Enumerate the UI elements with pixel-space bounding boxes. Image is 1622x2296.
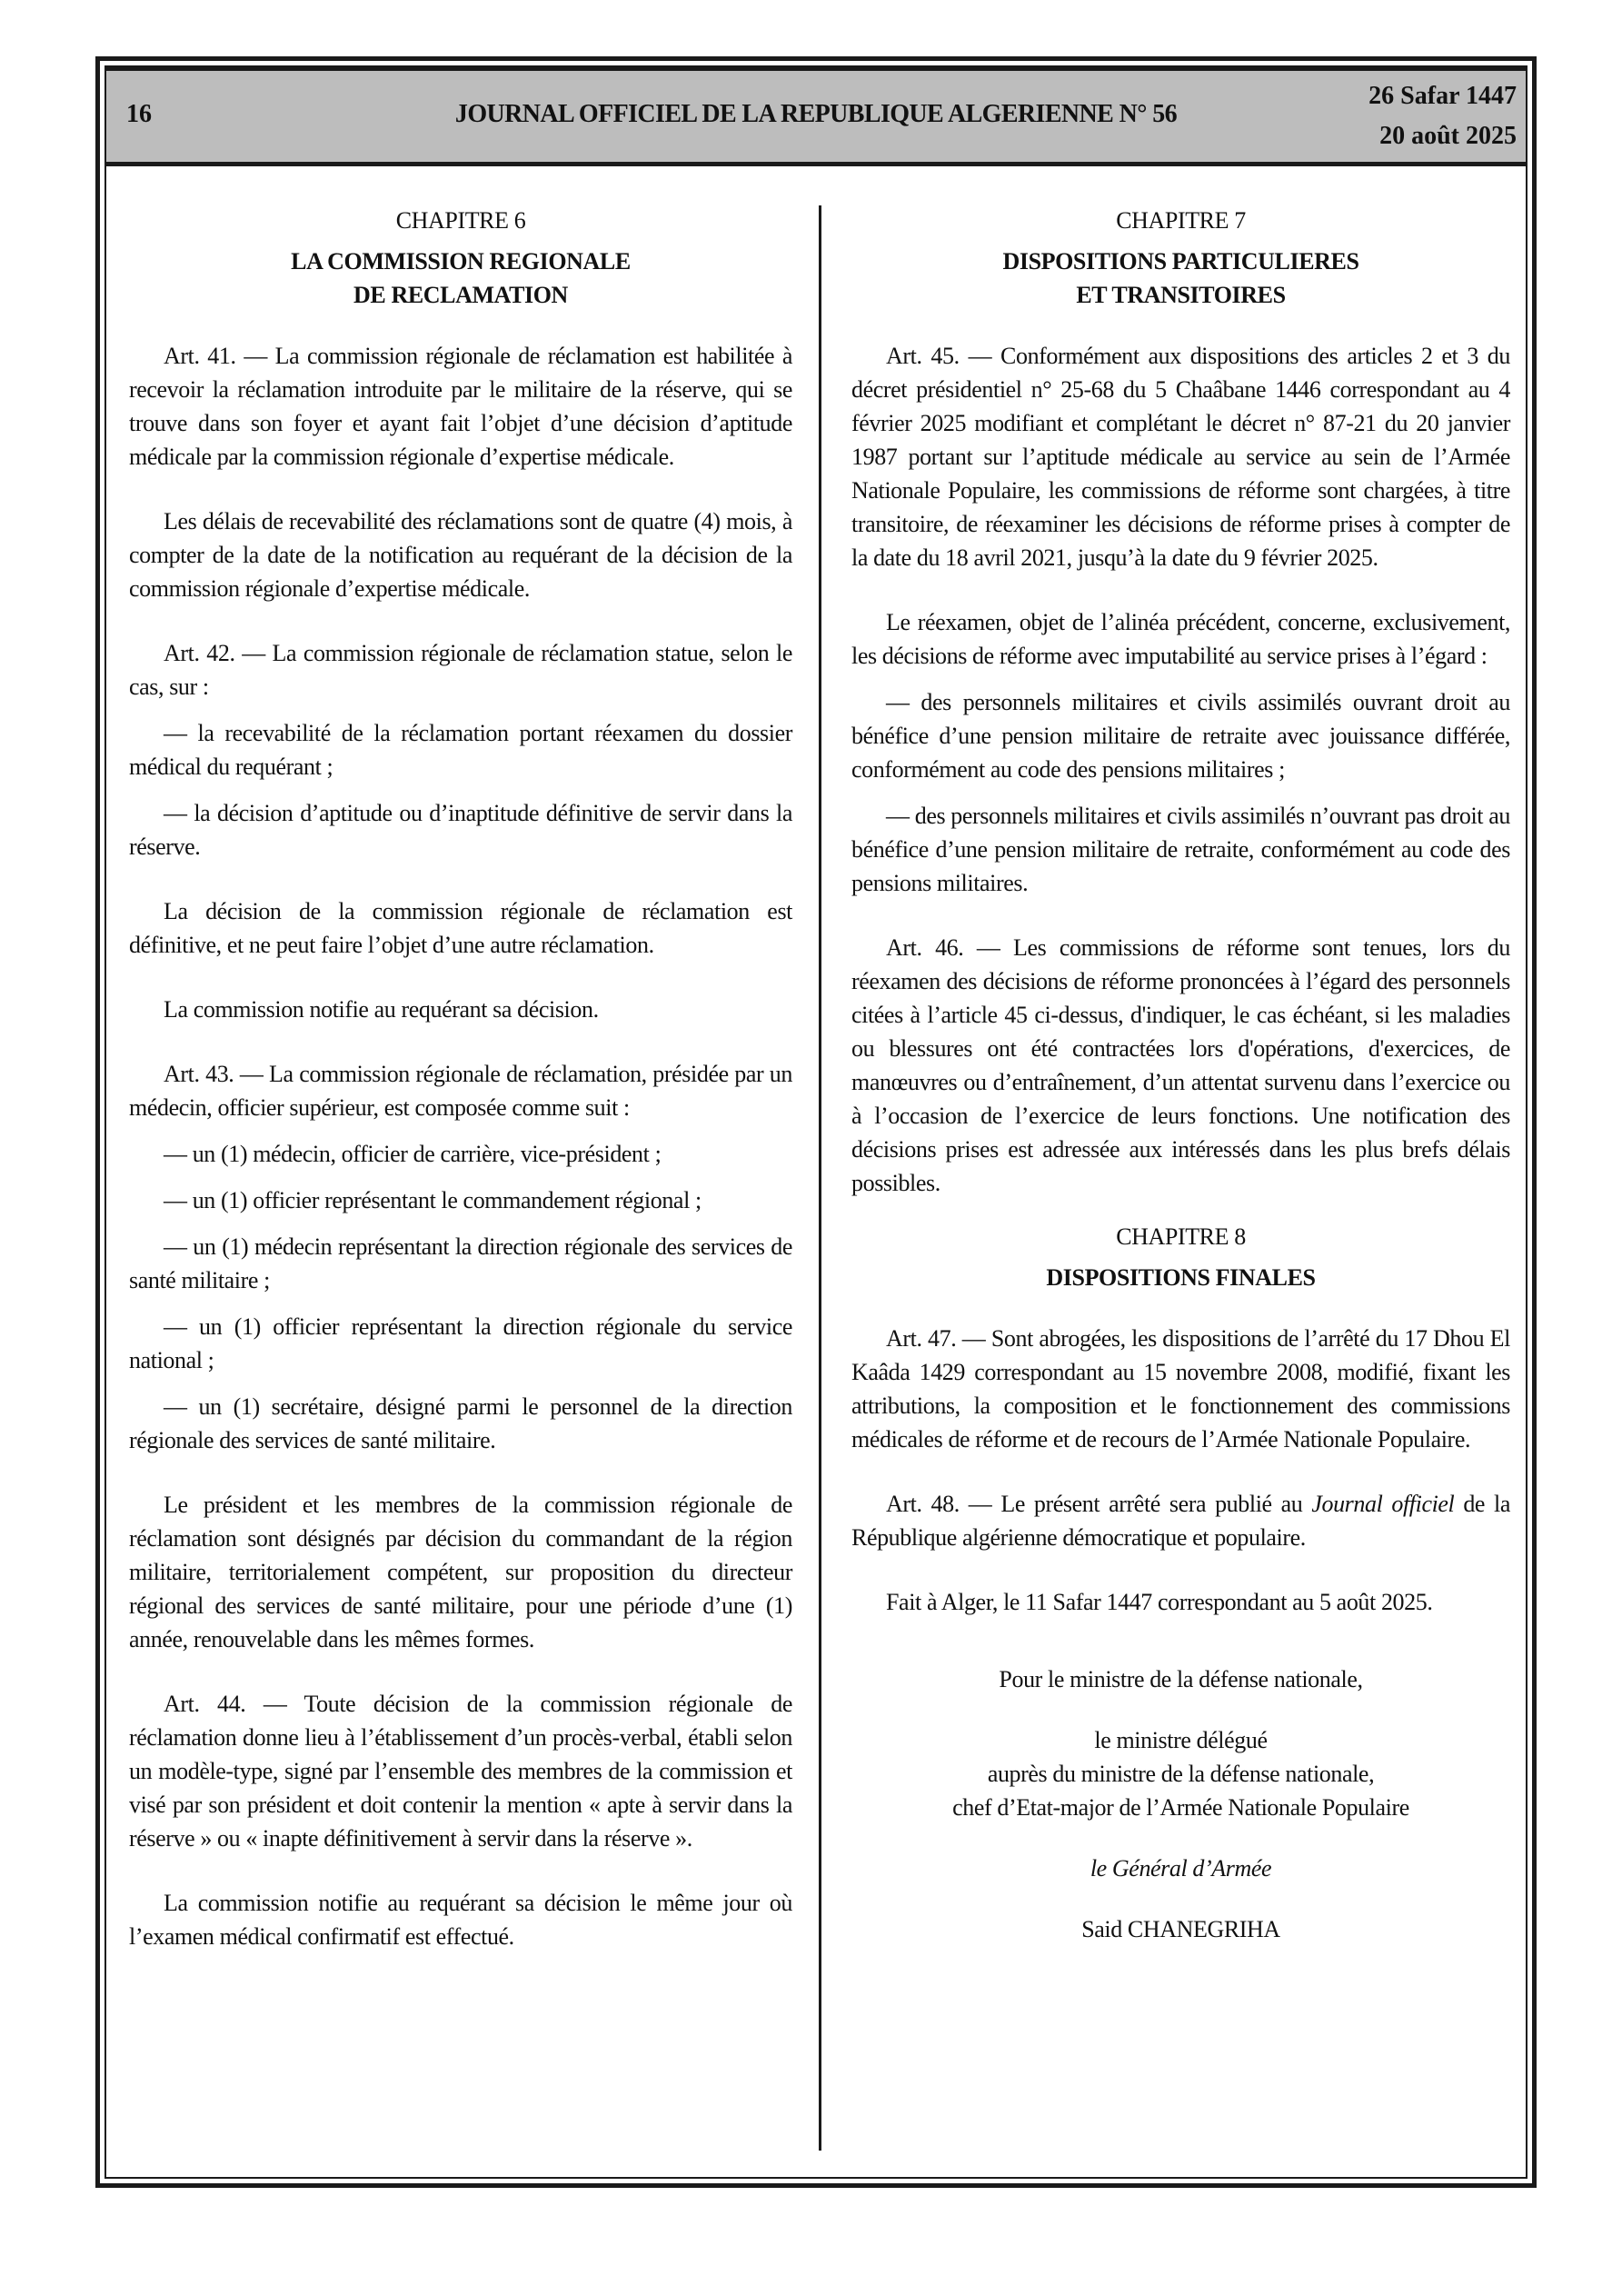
signatory-rank: le Général d’Armée <box>1090 1855 1272 1882</box>
right-column <box>851 204 1510 1973</box>
paragraph: Les délais de recevabilité des réclamations sont de quatre (4) mois, à compter de la date de la notification au requérant de la décision de la commission régionale d’expertise médicale. <box>129 508 792 602</box>
paragraph <box>851 1487 1510 1554</box>
paragraph: Le réexamen, objet de l’alinéa précédent, concerne, exclusivement, les décisions de réforme avec imputabilité au service prises à l’égard : <box>851 609 1510 669</box>
signature-line: auprès du ministre de la défense nationale, <box>987 1761 1375 1787</box>
journal-reference: Journal officiel <box>1311 1491 1455 1517</box>
paragraph: Art. 42. — La commission régionale de réclamation statue, selon le cas, sur : <box>129 640 792 700</box>
paragraph: Art. 45. — Conformément aux dispositions des articles 2 et 3 du décret présidentiel n° 25-68 du 5 Chaâbane 1446 correspondant au 4 février 2025 modifiant et complétant le décret n° 87-21 du 20 janvier 1987 portant sur l’aptitude médicale au service au sein de l’Armée Nationale Populaire, les commissions de réforme sont chargées, à titre transitoire, de réexaminer les décisions de réforme prises à compter de la date du 18 avril 2021, jusqu’à la date du 9 février 2025. <box>851 343 1510 571</box>
paragraph: Art. 43. — La commission régionale de réclamation, présidée par un médecin, officier supérieur, est composée comme suit : <box>129 1061 792 1121</box>
paragraph: Art. 41. — La commission régionale de réclamation est habilitée à recevoir la réclamation introduite par le militaire de la réserve, qui se trouve dans son foyer et ayant fait l’objet d’une décision d’aptitude médicale par la commission régionale d’expertise médicale. <box>129 343 792 470</box>
journal-header <box>106 67 1526 166</box>
paragraph: Art. 47. — Sont abrogées, les dispositions de l’arrêté du 17 Dhou El Kaâda 1429 correspondant au 15 novembre 2008, modifié, fixant les attributions, la composition et le fonctionnement des commissions médicales de réforme et de recours de l’Armée Nationale Populaire. <box>851 1325 1510 1452</box>
paragraph: Art. 44. — Toute décision de la commission régionale de réclamation donne lieu à l’établissement d’un procès-verbal, établi selon un modèle-type, signé par l’ensemble des membres de la commission et visé par son président et doit contenir la mention « apte à servir dans la réserve » ou « inapte définitivement à servir dans la réserve ». <box>129 1691 792 1852</box>
list-item: — la décision d’aptitude ou d’inaptitude définitive de servir dans la réserve. <box>129 800 792 860</box>
list-item: — la recevabilité de la réclamation portant réexamen du dossier médical du requérant ; <box>129 720 792 780</box>
paragraph: La décision de la commission régionale de réclamation est définitive, et ne peut faire l’objet d’une autre réclamation. <box>129 898 792 958</box>
column-divider <box>819 205 821 2151</box>
date-hijri: 26 Safar 1447 <box>1368 82 1517 110</box>
chapter-title: DISPOSITIONS FINALES <box>1046 1264 1316 1291</box>
paragraph: La commission notifie au requérant sa décision le même jour où l’examen médical confirmatif est effectué. <box>129 1890 792 1950</box>
page-number: 16 <box>126 100 152 128</box>
list-item: — des personnels militaires et civils assimilés ouvrant droit au bénéfice d’une pension militaire de retraite avec jouissance différée, conformément au code des pensions militaires ; <box>851 689 1510 783</box>
paragraph: Fait à Alger, le 11 Safar 1447 correspondant au 5 août 2025. <box>886 1589 1433 1615</box>
paragraph: Le président et les membres de la commission régionale de réclamation sont désignés par décision du commandant de la région militaire, territorialement compétent, sur proposition du directeur régional des services de santé militaire, pour une période d’une (1) année, renouvelable dans les mêmes formes. <box>129 1492 792 1652</box>
chapter-heading: CHAPITRE 6 <box>395 207 526 234</box>
list-item: — des personnels militaires et civils assimilés n’ouvrant pas droit au bénéfice d’une pension militaire de retraite, conformément au code des pensions militaires. <box>851 803 1510 896</box>
page-frame <box>95 56 1537 2188</box>
chapter-heading: CHAPITRE 8 <box>1116 1223 1246 1250</box>
text: Art. 48. — Le présent arrêté sera publié au <box>886 1491 1312 1517</box>
signature-line: Pour le ministre de la défense nationale, <box>999 1666 1363 1692</box>
chapter-title-line: DE RECLAMATION <box>353 282 568 308</box>
list-item: — un (1) officier représentant la direction régionale du service national ; <box>129 1313 792 1373</box>
list-item: — un (1) médecin, officier de carrière, vice-président ; <box>164 1141 662 1167</box>
date-gregorian: 20 août 2025 <box>1379 122 1517 150</box>
list-item: — un (1) médecin représentant la direction régionale des services de santé militaire ; <box>129 1233 792 1293</box>
signatory-name: Said CHANEGRIHA <box>1081 1916 1280 1942</box>
text: de la République algérienne démocratique et populaire. <box>851 1491 1510 1551</box>
signature-line: le ministre délégué <box>1094 1727 1268 1753</box>
chapter-title-line: DISPOSITIONS PARTICULIERES <box>1002 248 1359 275</box>
page-inner-border <box>104 65 1527 2179</box>
list-item: — un (1) officier représentant le commandement régional ; <box>164 1187 702 1213</box>
paragraph: La commission notifie au requérant sa décision. <box>164 996 599 1023</box>
issue-date <box>1368 76 1517 156</box>
chapter-heading: CHAPITRE 7 <box>1116 207 1246 234</box>
chapter-title <box>851 245 1510 312</box>
signature-title <box>851 1723 1510 1824</box>
paragraph: Art. 46. — Les commissions de réforme sont tenues, lors du réexamen des décisions de réforme prononcées à l’égard des personnels citées à l’article 45 ci-dessus, d'indiquer, le cas échéant, si les maladies ou blessures ont été contractées lors d'opérations, d'exercices, de manœuvres ou d’entraînement, d’un attentat survenu dans l’exercice ou à l’occasion de l’exercice de leurs fonctions. Une notification des décisions prises est adressée aux intéressés dans les plus brefs délais possibles. <box>851 934 1510 1196</box>
signature-line: chef d’Etat-major de l’Armée Nationale Populaire <box>952 1794 1409 1821</box>
list-item: — un (1) secrétaire, désigné parmi le personnel de la direction régionale des services de santé militaire. <box>129 1393 792 1453</box>
journal-title: JOURNAL OFFICIEL DE LA REPUBLIQUE ALGERIENNE N° 56 <box>454 100 1178 128</box>
left-column <box>129 204 792 1984</box>
chapter-title-line: LA COMMISSION REGIONALE <box>291 248 631 275</box>
chapter-title <box>129 245 792 312</box>
chapter-title-line: ET TRANSITOIRES <box>1076 282 1286 308</box>
